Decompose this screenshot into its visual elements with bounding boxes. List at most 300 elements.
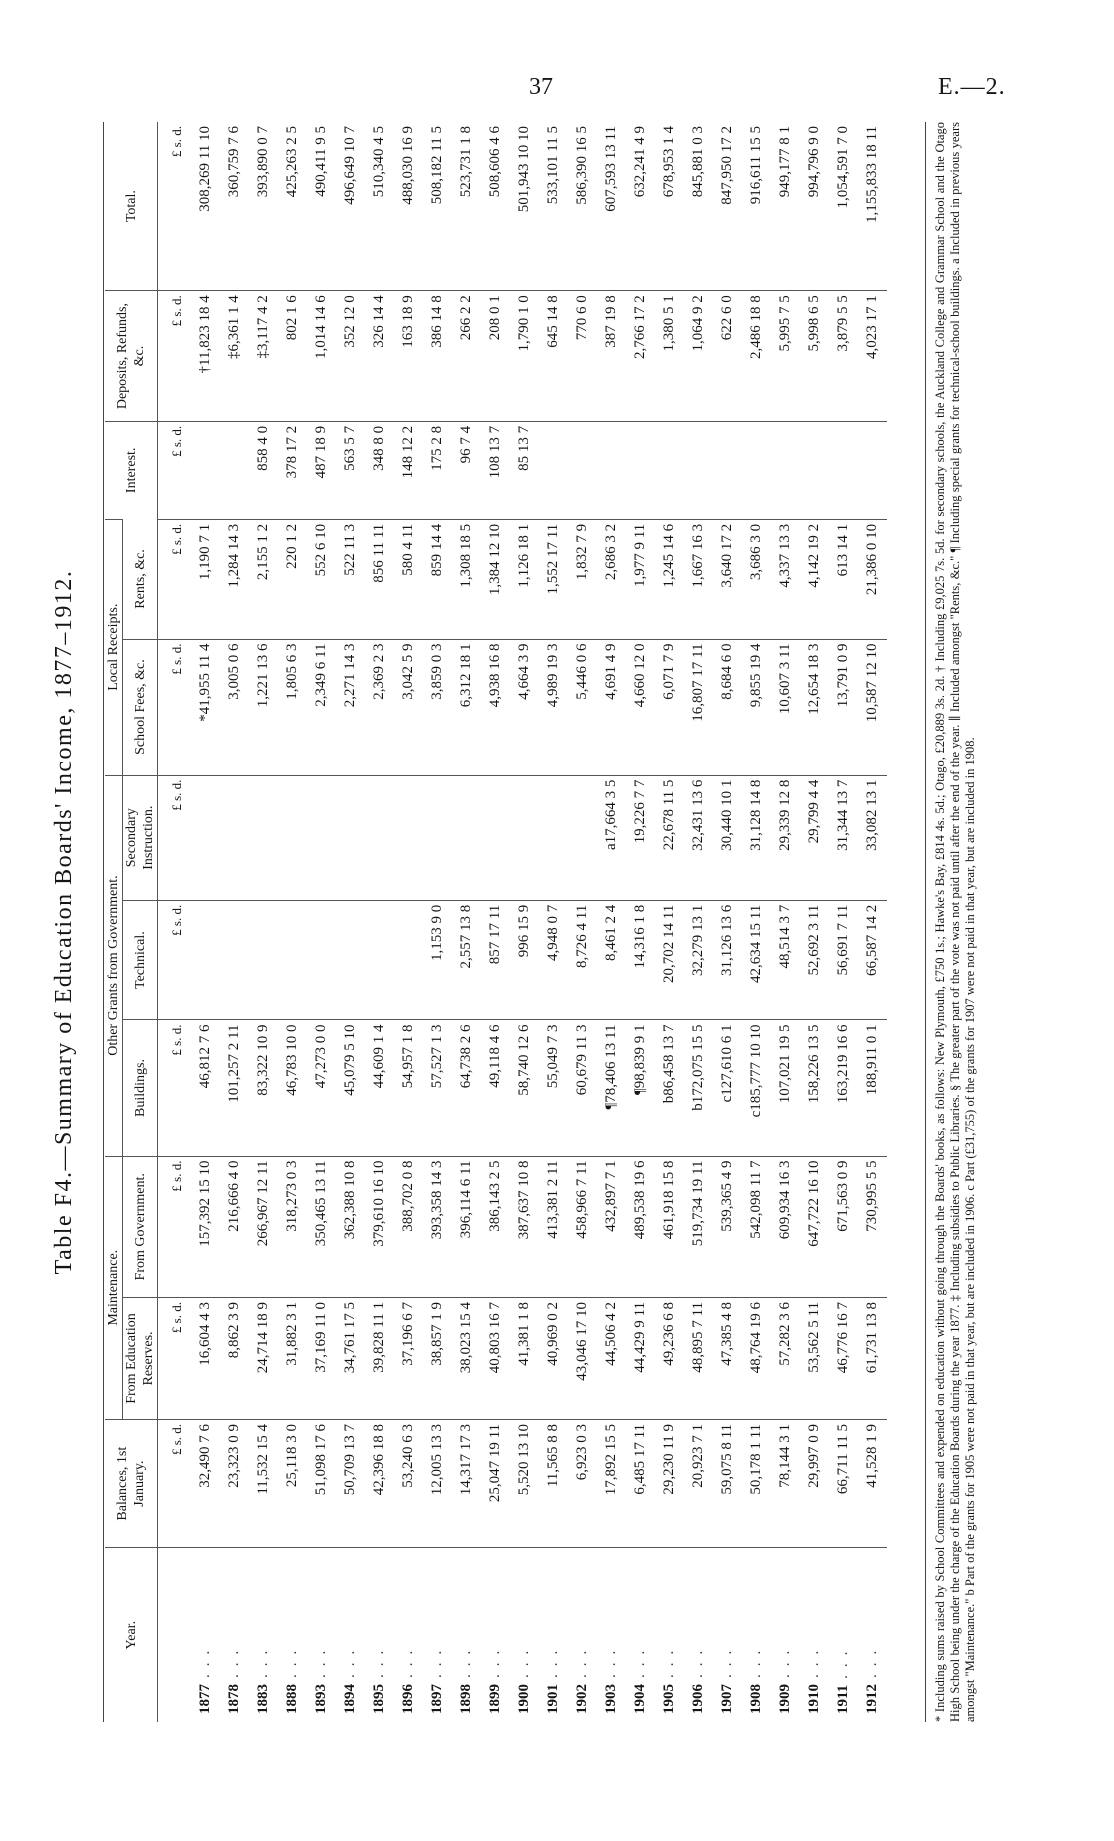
- cell-rents: 613 14 1: [829, 519, 858, 639]
- table-row: [829, 122, 858, 1722]
- cell-tech: 31,126 13 6: [713, 900, 742, 1020]
- table-row: [452, 122, 481, 1722]
- units-cell: £ s. d.: [168, 126, 184, 158]
- cell-bal: 25,047 19 11: [481, 1419, 510, 1547]
- table-row: [423, 122, 452, 1722]
- cell-fees: 2,369 2 3: [365, 639, 394, 775]
- cell-int: [597, 421, 626, 519]
- cell-tech: 66,587 14 2: [858, 900, 887, 1020]
- cell-bal: 6,485 17 11: [626, 1419, 655, 1547]
- cell-gov: 539,365 4 9: [713, 1156, 742, 1298]
- cell-gov: 362,388 10 8: [336, 1156, 365, 1298]
- cell-sec: [278, 775, 307, 900]
- year-label: 1893: [313, 1684, 329, 1714]
- cell-bld: 45,079 5 10: [336, 1020, 365, 1156]
- year-label: 1900: [516, 1684, 532, 1714]
- cell-gov: 519,734 19 11: [684, 1156, 713, 1298]
- cell-gov: 318,273 0 3: [278, 1156, 307, 1298]
- table-row: [568, 122, 597, 1722]
- cell-bld: c185,777 10 10: [742, 1020, 771, 1156]
- cell-int: 858 4 0: [249, 421, 278, 519]
- cell-rents: 4,337 13 3: [771, 519, 800, 639]
- cell-fees: 4,938 16 8: [481, 639, 510, 775]
- table-row: [858, 122, 887, 1722]
- table-row: [742, 122, 771, 1722]
- footnote-text: * Including sums raised by School Committees and expended on education without going through the Boards' books, as follows: New Plymouth, £750 1s.; Hawke's Bay, £814 4s. 5d.; Otago, £20,889 3s. 2d. † Including £9,025 7s. 5d. for secondary schools, the Auckland College and Grammar School and the Otago High School being under the charge of the Education Boards during the year 1877. ‡ Including subsidies to Public Libraries. § The greater part of the vote was not paid until after the end of the year. ∥ Included amongst "Rents, &c." ¶ Including special grants for technical-school buildings. a Included in previous years amongst "Maintenance." b Part of the grants for 1905 were not paid in that year, but are included in 1906. c Part (£31,755) of the grants for 1907 were not paid in that year, but are included in 1908.: [933, 122, 977, 1722]
- units-cell: £ s. d.: [158, 421, 192, 519]
- table-row: [336, 122, 365, 1722]
- cell-int: 108 13 7: [481, 421, 510, 519]
- cell-bld: c127,610 6 1: [713, 1020, 742, 1156]
- cell-sec: 22,678 11 5: [655, 775, 684, 900]
- cell-rents: 1,190 7 1: [191, 519, 220, 639]
- year-label: 1906: [690, 1684, 706, 1714]
- cell-tech: 8,726 4 11: [568, 900, 597, 1020]
- year-label: 1912: [864, 1684, 880, 1714]
- cell-bld: 60,679 11 3: [568, 1020, 597, 1156]
- cell-tech: 20,702 14 11: [655, 900, 684, 1020]
- units-cell: £ s. d.: [158, 1156, 192, 1298]
- cell-dep: 802 1 6: [278, 291, 307, 422]
- cell-fees: 13,791 0 9: [829, 639, 858, 775]
- year-cell: [423, 1548, 452, 1722]
- units-cell: £ s. d.: [158, 1020, 192, 1156]
- cell-bal: 53,240 6 3: [394, 1419, 423, 1547]
- cell-fees: 10,587 12 10: [858, 639, 887, 775]
- table-row: [655, 122, 684, 1722]
- table-row: [249, 122, 278, 1722]
- year-cell: [336, 1548, 365, 1722]
- cell-sec: 32,431 13 6: [684, 775, 713, 900]
- cell-res: 48,764 19 6: [742, 1298, 771, 1420]
- cell-bal: 51,098 17 6: [307, 1419, 336, 1547]
- cell-rents: 1,667 16 3: [684, 519, 713, 639]
- cell-sec: [307, 775, 336, 900]
- cell-int: [220, 421, 249, 519]
- cell-int: 378 17 2: [278, 421, 307, 519]
- cell-res: 61,731 13 8: [858, 1298, 887, 1420]
- cell-sec: a17,664 3 5: [597, 775, 626, 900]
- cell-tech: [220, 900, 249, 1020]
- cell-fees: 3,005 0 6: [220, 639, 249, 775]
- cell-tech: [336, 900, 365, 1020]
- cell-bld: 83,322 10 9: [249, 1020, 278, 1156]
- cell-dep: 352 12 0: [336, 291, 365, 422]
- header-balances: Balances, 1st January.: [105, 1419, 158, 1547]
- top-rule: [103, 122, 104, 1722]
- cell-bld: 158,226 13 5: [800, 1020, 829, 1156]
- cell-gov: 379,610 16 10: [365, 1156, 394, 1298]
- cell-gov: 730,995 5 5: [858, 1156, 887, 1298]
- cell-rents: 3,686 3 0: [742, 519, 771, 639]
- cell-fees: 4,660 12 0: [626, 639, 655, 775]
- cell-sec: [481, 775, 510, 900]
- header-rents: Rents, &c.: [123, 519, 158, 639]
- cell-tot: 490,411 9 5: [313, 126, 329, 197]
- cell-dep: 1,380 5 1: [655, 291, 684, 422]
- year-cell: [742, 1548, 771, 1722]
- cell-dep: ‡3,117 4 2: [249, 291, 278, 422]
- cell-tot: 501,943 10 10: [516, 126, 532, 213]
- cell-int: [626, 421, 655, 519]
- leader-dots: ...: [342, 1642, 358, 1678]
- cell-res: 57,282 3 6: [771, 1298, 800, 1420]
- cell-int: [191, 421, 220, 519]
- year-label: 1907: [719, 1684, 735, 1714]
- cell-bld: 107,021 19 5: [771, 1020, 800, 1156]
- cell-rents: 1,832 7 9: [568, 519, 597, 639]
- year-cell: [771, 1548, 800, 1722]
- cell-bld: 46,812 7 6: [191, 1020, 220, 1156]
- cell-tech: 56,691 7 11: [829, 900, 858, 1020]
- cell-fees: 9,855 19 4: [742, 639, 771, 775]
- cell-tot: 488,030 16 9: [400, 126, 416, 205]
- cell-int: [713, 421, 742, 519]
- year-label: 1897: [429, 1684, 445, 1714]
- leader-dots: ...: [371, 1642, 387, 1678]
- cell-dep: 5,998 6 5: [800, 291, 829, 422]
- year-cell: [452, 1548, 481, 1722]
- cell-tech: 8,461 2 4: [597, 900, 626, 1020]
- year-label: 1883: [255, 1684, 271, 1714]
- leader-dots: ...: [313, 1642, 329, 1678]
- cell-dep: 1,790 1 0: [510, 291, 539, 422]
- year-cell: [800, 1548, 829, 1722]
- leader-dots: ...: [690, 1642, 706, 1678]
- cell-dep: 4,023 17 1: [858, 291, 887, 422]
- leader-dots: ...: [806, 1642, 822, 1678]
- cell-dep: 2,766 17 2: [626, 291, 655, 422]
- cell-int: 148 12 2: [394, 421, 423, 519]
- table-row: [191, 122, 220, 1722]
- cell-bal: 11,532 15 4: [249, 1419, 278, 1547]
- cell-tech: 42,634 15 11: [742, 900, 771, 1020]
- cell-fees: 2,271 14 3: [336, 639, 365, 775]
- cell-bld: ¶78,406 13 11: [597, 1020, 626, 1156]
- year-cell: [568, 1548, 597, 1722]
- cell-gov: 387,637 10 8: [510, 1156, 539, 1298]
- cell-int: 348 8 0: [365, 421, 394, 519]
- header-maintenance: Maintenance.: [105, 1156, 123, 1419]
- cell-bld: 64,738 2 6: [452, 1020, 481, 1156]
- cell-res: 34,761 17 5: [336, 1298, 365, 1420]
- table-row: [597, 122, 626, 1722]
- table-row: [626, 122, 655, 1722]
- cell-bld: b86,458 13 7: [655, 1020, 684, 1156]
- leader-dots: ...: [487, 1642, 503, 1678]
- year-cell: [307, 1548, 336, 1722]
- cell-rents: 1,284 14 3: [220, 519, 249, 639]
- cell-dep: 163 18 9: [394, 291, 423, 422]
- cell-res: 38,023 15 4: [452, 1298, 481, 1420]
- cell-rents: 1,126 18 1: [510, 519, 539, 639]
- cell-tech: [394, 900, 423, 1020]
- cell-fees: 3,859 0 3: [423, 639, 452, 775]
- year-label: 1888: [284, 1684, 300, 1714]
- cell-res: 40,969 0 2: [539, 1298, 568, 1420]
- cell-tot: 496,649 10 7: [342, 126, 358, 205]
- cell-gov: 647,722 16 10: [800, 1156, 829, 1298]
- header-school-fees: School Fees, &c.: [123, 639, 158, 775]
- cell-int: [800, 421, 829, 519]
- cell-gov: 432,897 7 1: [597, 1156, 626, 1298]
- cell-int: 175 2 8: [423, 421, 452, 519]
- cell-sec: 19,226 7 7: [626, 775, 655, 900]
- cell-gov: 489,538 19 6: [626, 1156, 655, 1298]
- cell-gov: 266,967 12 11: [249, 1156, 278, 1298]
- cell-sec: [423, 775, 452, 900]
- table-header: [105, 122, 158, 1722]
- cell-rents: 552 6 10: [307, 519, 336, 639]
- cell-fees: 8,684 6 0: [713, 639, 742, 775]
- cell-tot: 586,390 16 5: [574, 126, 590, 205]
- cell-dep: 387 19 8: [597, 291, 626, 422]
- cell-gov: 542,098 11 7: [742, 1156, 771, 1298]
- cell-tot: 393,890 0 7: [255, 126, 271, 198]
- year-cell: [394, 1548, 423, 1722]
- cell-dep: 208 0 1: [481, 291, 510, 422]
- cell-int: 487 18 9: [307, 421, 336, 519]
- leader-dots: ...: [429, 1642, 445, 1678]
- table-body: [158, 122, 888, 1722]
- cell-tech: 2,557 13 8: [452, 900, 481, 1020]
- year-label: 1910: [806, 1684, 822, 1714]
- page-number: 37: [529, 74, 553, 100]
- units-row: [158, 122, 192, 1722]
- cell-bld: 44,609 1 4: [365, 1020, 394, 1156]
- cell-bld: 55,049 7 3: [539, 1020, 568, 1156]
- cell-res: 31,882 3 1: [278, 1298, 307, 1420]
- footnotes: [933, 122, 978, 1722]
- cell-bld: 163,219 16 6: [829, 1020, 858, 1156]
- year-label: 1908: [748, 1684, 764, 1714]
- table-row: [394, 122, 423, 1722]
- cell-rents: 1,245 14 6: [655, 519, 684, 639]
- cell-tot: 632,241 4 9: [632, 126, 648, 198]
- leader-dots: ...: [197, 1642, 213, 1678]
- cell-tot: 508,606 4 6: [487, 126, 503, 198]
- year-cell: [365, 1548, 394, 1722]
- cell-dep: 770 6 0: [568, 291, 597, 422]
- cell-int: 563 5 7: [336, 421, 365, 519]
- cell-res: 37,169 11 0: [307, 1298, 336, 1420]
- table-row: [713, 122, 742, 1722]
- year-label: 1878: [226, 1684, 242, 1714]
- cell-int: [742, 421, 771, 519]
- cell-bld: 58,740 12 6: [510, 1020, 539, 1156]
- cell-gov: 157,392 15 10: [191, 1156, 220, 1298]
- cell-res: 8,862 3 9: [220, 1298, 249, 1420]
- header-local-receipts: Local Receipts.: [105, 519, 123, 775]
- cell-sec: 29,339 12 8: [771, 775, 800, 900]
- cell-bal: 29,230 11 9: [655, 1419, 684, 1547]
- cell-rents: 2,155 1 2: [249, 519, 278, 639]
- cell-dep: ‡6,361 1 4: [220, 291, 249, 422]
- cell-fees: 4,664 3 9: [510, 639, 539, 775]
- year-cell: [684, 1548, 713, 1722]
- leader-dots: ...: [777, 1642, 793, 1678]
- header-total: Total.: [105, 122, 158, 291]
- leader-dots: ...: [748, 1642, 764, 1678]
- cell-res: 41,381 1 8: [510, 1298, 539, 1420]
- cell-res: 48,895 7 11: [684, 1298, 713, 1420]
- year-label: 1877: [197, 1684, 213, 1714]
- cell-gov: 609,934 16 3: [771, 1156, 800, 1298]
- year-cell: [655, 1548, 684, 1722]
- cell-int: [858, 421, 887, 519]
- cell-fees: 4,989 19 3: [539, 639, 568, 775]
- page-reference: E.—2.: [938, 74, 1006, 100]
- cell-rents: 21,386 0 10: [858, 519, 887, 639]
- cell-dep: 266 2 2: [452, 291, 481, 422]
- cell-gov: 216,666 4 0: [220, 1156, 249, 1298]
- cell-bal: 6,923 0 3: [568, 1419, 597, 1547]
- cell-res: 40,803 16 7: [481, 1298, 510, 1420]
- cell-tech: 857 17 11: [481, 900, 510, 1020]
- cell-int: 85 13 7: [510, 421, 539, 519]
- cell-int: [539, 421, 568, 519]
- units-cell: £ s. d.: [158, 291, 192, 422]
- year-label: 1895: [371, 1684, 387, 1714]
- cell-tech: 48,514 3 7: [771, 900, 800, 1020]
- cell-sec: [220, 775, 249, 900]
- cell-dep: 386 14 8: [423, 291, 452, 422]
- cell-bal: 17,892 15 5: [597, 1419, 626, 1547]
- year-cell: [249, 1548, 278, 1722]
- cell-bal: 14,317 17 3: [452, 1419, 481, 1547]
- year-label: 1894: [342, 1684, 358, 1714]
- cell-tot: 847,950 17 2: [719, 126, 735, 205]
- header-year: Year.: [105, 1548, 158, 1722]
- cell-sec: [568, 775, 597, 900]
- year-cell: [191, 1548, 220, 1722]
- leader-dots: ...: [255, 1642, 271, 1678]
- cell-res: 44,506 4 2: [597, 1298, 626, 1420]
- cell-dep: †11,823 18 4: [191, 291, 220, 422]
- cell-fees: 1,221 13 6: [249, 639, 278, 775]
- cell-sec: [510, 775, 539, 900]
- cell-sec: [249, 775, 278, 900]
- cell-sec: [336, 775, 365, 900]
- year-label: 1911: [835, 1684, 851, 1714]
- cell-bal: 78,144 3 1: [771, 1419, 800, 1547]
- cell-tot: 949,177 8 1: [777, 126, 793, 198]
- cell-sec: [394, 775, 423, 900]
- leader-dots: ...: [661, 1642, 677, 1678]
- leader-dots: ...: [603, 1642, 619, 1678]
- cell-bal: 32,490 7 6: [191, 1419, 220, 1547]
- cell-sec: 33,082 13 1: [858, 775, 887, 900]
- year-label: 1898: [458, 1684, 474, 1714]
- cell-tech: [365, 900, 394, 1020]
- cell-fees: 12,654 18 3: [800, 639, 829, 775]
- year-label: 1902: [574, 1684, 590, 1714]
- year-label: 1896: [400, 1684, 416, 1714]
- table-row: [278, 122, 307, 1722]
- cell-bal: 25,118 3 0: [278, 1419, 307, 1547]
- cell-gov: 413,381 2 11: [539, 1156, 568, 1298]
- year-cell: [278, 1548, 307, 1722]
- cell-rents: 859 14 4: [423, 519, 452, 639]
- header-deposits: Deposits, Refunds, &c.: [105, 291, 158, 422]
- leader-dots: ...: [400, 1642, 416, 1678]
- cell-rents: 580 4 11: [394, 519, 423, 639]
- units-cell: £ s. d.: [158, 519, 192, 639]
- cell-tech: 52,692 3 11: [800, 900, 829, 1020]
- cell-gov: 388,702 0 8: [394, 1156, 423, 1298]
- header-buildings: Buildings.: [123, 1020, 158, 1156]
- cell-bld: 47,273 0 0: [307, 1020, 336, 1156]
- cell-gov: 671,563 0 9: [829, 1156, 858, 1298]
- table-title: Table F4.—Summary of Education Boards' Income, 1877–1912.: [51, 569, 77, 1275]
- cell-tech: 996 15 9: [510, 900, 539, 1020]
- cell-tech: [191, 900, 220, 1020]
- table-row: [307, 122, 336, 1722]
- cell-res: 44,429 9 11: [626, 1298, 655, 1420]
- cell-bal: 12,005 13 3: [423, 1419, 452, 1547]
- cell-res: 38,857 1 9: [423, 1298, 452, 1420]
- cell-int: [684, 421, 713, 519]
- cell-tot: 916,611 15 5: [748, 126, 764, 205]
- units-cell: £ s. d.: [158, 639, 192, 775]
- table-row: [684, 122, 713, 1722]
- cell-rents: 220 1 2: [278, 519, 307, 639]
- leader-dots: ...: [516, 1642, 532, 1678]
- cell-fees: 5,446 0 6: [568, 639, 597, 775]
- cell-int: [829, 421, 858, 519]
- cell-rents: 1,384 12 10: [481, 519, 510, 639]
- cell-tot: 678,953 1 4: [661, 126, 677, 198]
- year-label: 1899: [487, 1684, 503, 1714]
- cell-dep: 645 14 8: [539, 291, 568, 422]
- cell-dep: 326 14 4: [365, 291, 394, 422]
- header-technical: Technical.: [123, 900, 158, 1020]
- leader-dots: ...: [574, 1642, 590, 1678]
- cell-gov: 396,114 6 11: [452, 1156, 481, 1298]
- leader-dots: ...: [835, 1643, 851, 1679]
- table-row: [539, 122, 568, 1722]
- cell-bal: 20,923 7 1: [684, 1419, 713, 1547]
- year-cell: [597, 1548, 626, 1722]
- cell-fees: 2,349 6 11: [307, 639, 336, 775]
- rotated-table-page: [45, 122, 1045, 1722]
- cell-sec: 30,440 10 1: [713, 775, 742, 900]
- cell-fees: 1,805 6 3: [278, 639, 307, 775]
- cell-fees: 3,042 5 9: [394, 639, 423, 775]
- cell-dep: 5,995 7 5: [771, 291, 800, 422]
- cell-bld: 101,257 2 11: [220, 1020, 249, 1156]
- cell-gov: 393,358 14 3: [423, 1156, 452, 1298]
- leader-dots: ...: [545, 1642, 561, 1678]
- cell-bld: 57,527 1 3: [423, 1020, 452, 1156]
- table-row: [800, 122, 829, 1722]
- cell-fees: 6,312 18 1: [452, 639, 481, 775]
- cell-dep: 1,064 9 2: [684, 291, 713, 422]
- cell-bal: 42,396 18 8: [365, 1419, 394, 1547]
- cell-tot: 510,340 4 5: [371, 126, 387, 198]
- cell-res: 24,714 18 9: [249, 1298, 278, 1420]
- cell-gov: 458,966 7 11: [568, 1156, 597, 1298]
- cell-int: [771, 421, 800, 519]
- cell-fees: 4,691 4 9: [597, 639, 626, 775]
- cell-bld: 54,957 1 8: [394, 1020, 423, 1156]
- year-cell: [220, 1548, 249, 1722]
- year-label: 1909: [777, 1684, 793, 1714]
- leader-dots: ...: [864, 1642, 880, 1678]
- cell-fees: 16,807 17 11: [684, 639, 713, 775]
- cell-dep: 622 6 0: [713, 291, 742, 422]
- cell-gov: 461,918 15 8: [655, 1156, 684, 1298]
